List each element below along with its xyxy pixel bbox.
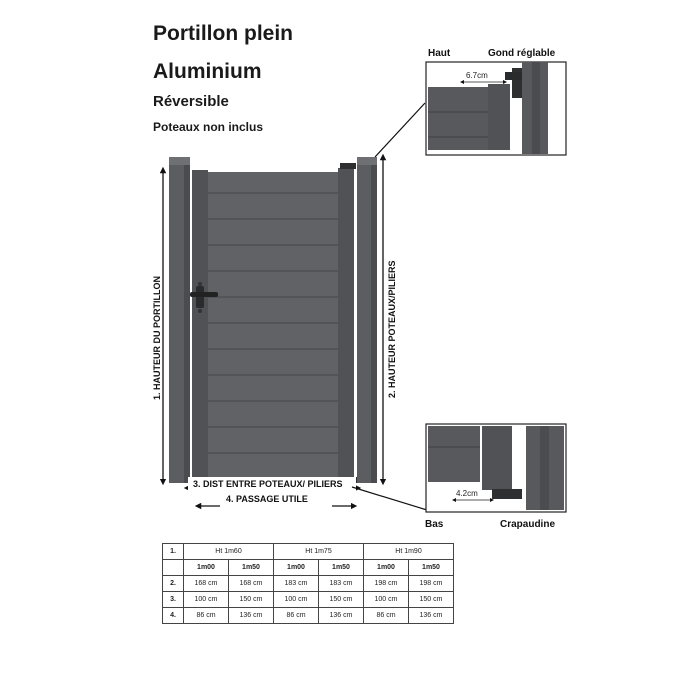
leader-line-top: [375, 103, 425, 157]
table-width-header: 1m00: [184, 560, 229, 576]
table-cell: 150 cm: [409, 592, 454, 608]
table-cell: 183 cm: [319, 576, 364, 592]
table-row: [163, 544, 454, 560]
table-group-header: Ht 1m75: [274, 544, 364, 560]
table-row: [163, 592, 454, 608]
label-hauteur-portillon: 1. HAUTEUR DU PORTILLON: [152, 275, 162, 400]
title-line-1: Portillon plein: [153, 22, 293, 45]
table-width-header: 1m00: [274, 560, 319, 576]
table-group-header: Ht 1m60: [184, 544, 274, 560]
table-row: [163, 576, 454, 592]
table-cell: 150 cm: [229, 592, 274, 608]
table-row-label: 4.: [163, 608, 184, 624]
title-line-2: Aluminium: [153, 60, 262, 83]
size-table: [162, 543, 454, 624]
table-cell: 86 cm: [184, 608, 229, 624]
table-cell: 100 cm: [184, 592, 229, 608]
table-cell: 100 cm: [274, 592, 319, 608]
measure-bottom: 4.2cm: [456, 489, 478, 498]
left-post: [169, 157, 190, 483]
table-cell: 86 cm: [364, 608, 409, 624]
table-row: [163, 560, 454, 576]
leader-line-bottom: [352, 487, 427, 510]
title-line-4: Poteaux non inclus: [153, 120, 264, 134]
table-cell: 198 cm: [409, 576, 454, 592]
table-cell: 136 cm: [409, 608, 454, 624]
gate-leaf: [190, 168, 354, 480]
measure-top: 6.7cm: [466, 71, 488, 80]
label-passage-utile: 4. PASSAGE UTILE: [226, 494, 308, 504]
label-hauteur-poteaux: 2. HAUTEUR POTEAUX/PILIERS: [387, 260, 397, 398]
callout-top-left: Haut: [428, 48, 451, 59]
title-line-3: Réversible: [153, 93, 229, 110]
table-row: [163, 608, 454, 624]
table-cell: 183 cm: [274, 576, 319, 592]
table-width-header: 1m00: [364, 560, 409, 576]
table-cell: 168 cm: [229, 576, 274, 592]
table-empty-cell: [163, 560, 184, 576]
table-width-header: 1m50: [319, 560, 364, 576]
table-width-header: 1m50: [409, 560, 454, 576]
right-post: [357, 157, 377, 483]
table-cell: 198 cm: [364, 576, 409, 592]
table-head-label: 1.: [163, 544, 184, 560]
callout-bottom-right: Crapaudine: [500, 519, 556, 530]
table-group-header: Ht 1m90: [364, 544, 454, 560]
callout-top-right: Gond réglable: [488, 48, 556, 59]
label-dist-poteaux: 3. DIST ENTRE POTEAUX/ PILIERS: [193, 479, 343, 489]
callout-bottom-left: Bas: [425, 519, 444, 530]
callout-bottom-panel: [426, 424, 566, 512]
callout-top-panel: [426, 62, 566, 155]
table-width-header: 1m50: [229, 560, 274, 576]
table-cell: 136 cm: [229, 608, 274, 624]
table-cell: 136 cm: [319, 608, 364, 624]
table-cell: 86 cm: [274, 608, 319, 624]
table-cell: 168 cm: [184, 576, 229, 592]
table-cell: 150 cm: [319, 592, 364, 608]
table-row-label: 2.: [163, 576, 184, 592]
table-cell: 100 cm: [364, 592, 409, 608]
table-row-label: 3.: [163, 592, 184, 608]
